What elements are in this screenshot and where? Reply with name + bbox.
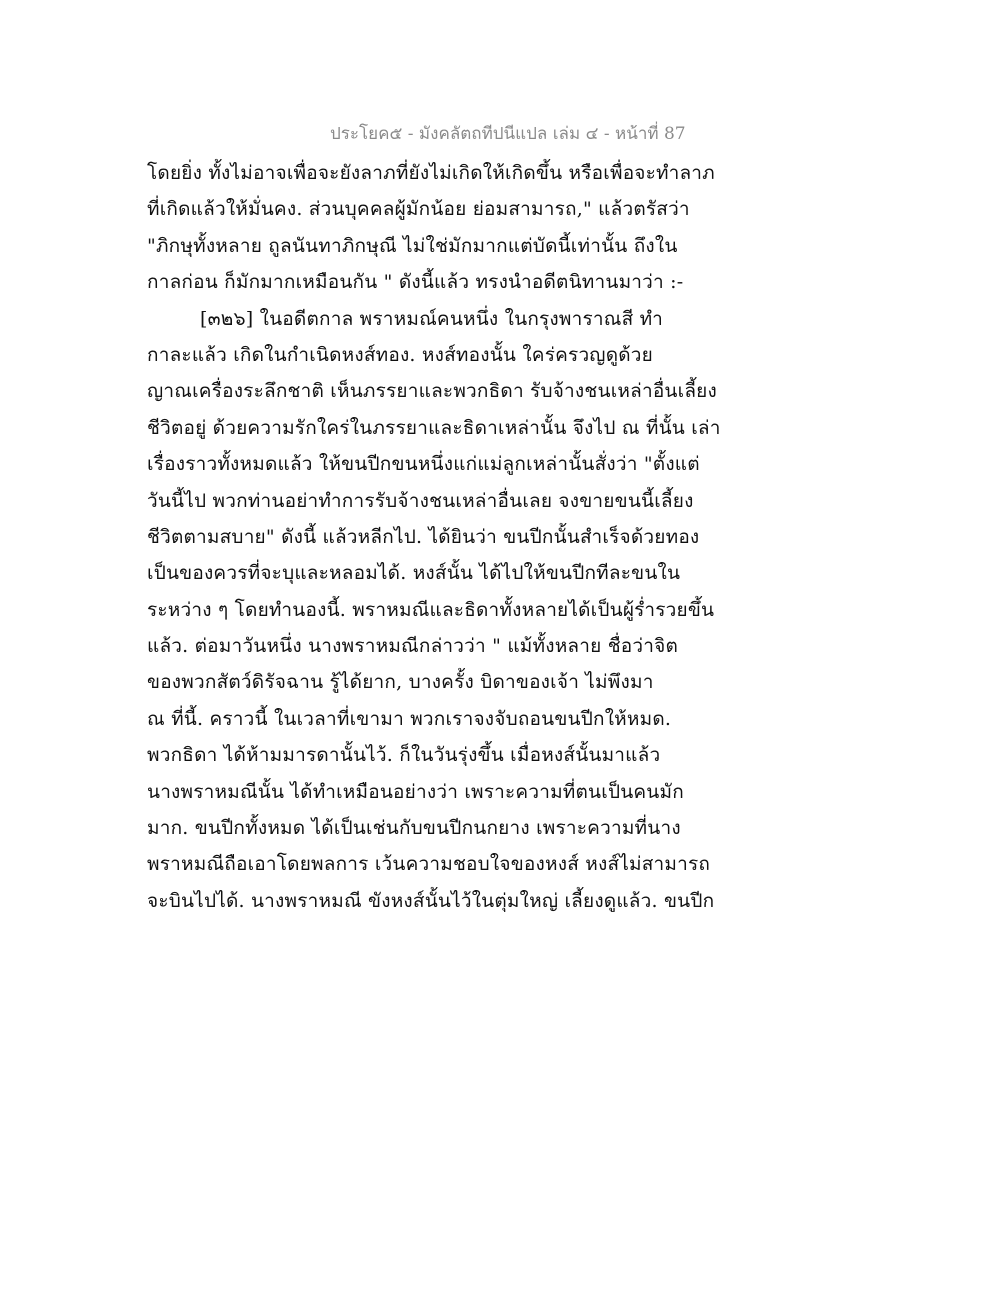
- text-line: พวกธิดา ได้ห้ามมารดานั้นไว้. ก็ในวันรุ่งขึ้น เมื่อหงส์นั้นมาแล้ว: [147, 744, 661, 767]
- text-line: โดยยิ่ง ทั้งไม่อาจเพื่อจะยังลาภที่ยังไม่เกิดให้เกิดขึ้น หรือเพื่อจะทำลาภ: [147, 162, 715, 184]
- text-line: ที่เกิดแล้วให้มั่นคง. ส่วนบุคคลผู้มักน้อย ย่อมสามารถ," แล้วตรัสว่า: [147, 198, 690, 221]
- body-text: [147, 155, 867, 919]
- text-line: กาละแล้ว เกิดในกำเนิดหงส์ทอง. หงส์ทองนั้น ใคร่ครวญดูด้วย: [147, 343, 653, 366]
- text-line: ระหว่าง ๆ โดยทำนองนี้. พราหมณีและธิดาทั้งหลายได้เป็นผู้ร่ำรวยขึ้น: [147, 598, 715, 621]
- text-line: นางพราหมณีนั้น ได้ทำเหมือนอย่างว่า เพราะความที่ตนเป็นคนมัก: [147, 780, 684, 803]
- text-line: วันนี้ไป พวกท่านอย่าทำการรับจ้างชนเหล่าอื่นเลย จงขายขนนี้เลี้ยง: [147, 489, 694, 512]
- text-line: ชีวิตตามสบาย" ดังนี้ แล้วหลีกไป. ได้ยินว่า ขนปีกนั้นสำเร็จด้วยทอง: [147, 525, 700, 548]
- text-line: มาก. ขนปีกทั้งหมด ได้เป็นเช่นกับขนปีกนกยาง เพราะความที่นาง: [147, 817, 681, 840]
- text-line: จะบินไปได้. นางพราหมณี ขังหงส์นั้นไว้ในตุ่มใหญ่ เลี้ยงดูแล้ว. ขนปีก: [147, 889, 715, 912]
- text-line: ของพวกสัตว์ดิรัจฉาน รู้ได้ยาก, บางครั้ง บิดาของเจ้า ไม่พึงมา: [147, 671, 654, 694]
- text-line: "ภิกษุทั้งหลาย ถูลนันทาภิกษุณี ไม่ใช่มักมากแต่บัดนี้เท่านั้น ถึงใน: [147, 234, 678, 257]
- text-line: แล้ว. ต่อมาวันหนึ่ง นางพราหมณีกล่าวว่า " แม้ทั้งหลาย ชื่อว่าจิต: [147, 635, 679, 658]
- text-line: ณ ที่นี้. คราวนี้ ในเวลาที่เขามา พวกเราจงจับถอนขนปีกให้หมด.: [147, 707, 672, 730]
- text-line: ญาณเครื่องระลึกชาติ เห็นภรรยาและพวกธิดา รับจ้างชนเหล่าอื่นเลี้ยง: [147, 380, 717, 403]
- text-line: พราหมณีถือเอาโดยพลการ เว้นความชอบใจของหงส์ หงส์ไม่สามารถ: [147, 853, 711, 876]
- running-header: ประโยค๕ - มังคลัตถทีปนีแปล เล่ม ๔ - หน้าที่ 87: [330, 124, 686, 144]
- text-line: เป็นของควรที่จะบุและหลอมได้. หงส์นั้น ได้ไปให้ขนปีกทีละขนใน: [147, 562, 681, 585]
- text-line: เรื่องราวทั้งหมดแล้ว ให้ขนปีกขนหนึ่งแก่แม่ลูกเหล่านั้นสั่งว่า "ตั้งแต่: [147, 453, 700, 476]
- text-line: กาลก่อน ก็มักมากเหมือนกัน " ดังนี้แล้ว ทรงนำอดีตนิทานมาว่า :-: [147, 271, 684, 294]
- paragraph-start-line: [๓๒๖] ในอดีตกาล พราหมณ์คนหนึ่ง ในกรุงพาราณสี ทำ: [200, 307, 664, 330]
- text-line: ชีวิตอยู่ ด้วยความรักใคร่ในภรรยาและธิดาเหล่านั้น จึงไป ณ ที่นั้น เล่า: [147, 416, 721, 439]
